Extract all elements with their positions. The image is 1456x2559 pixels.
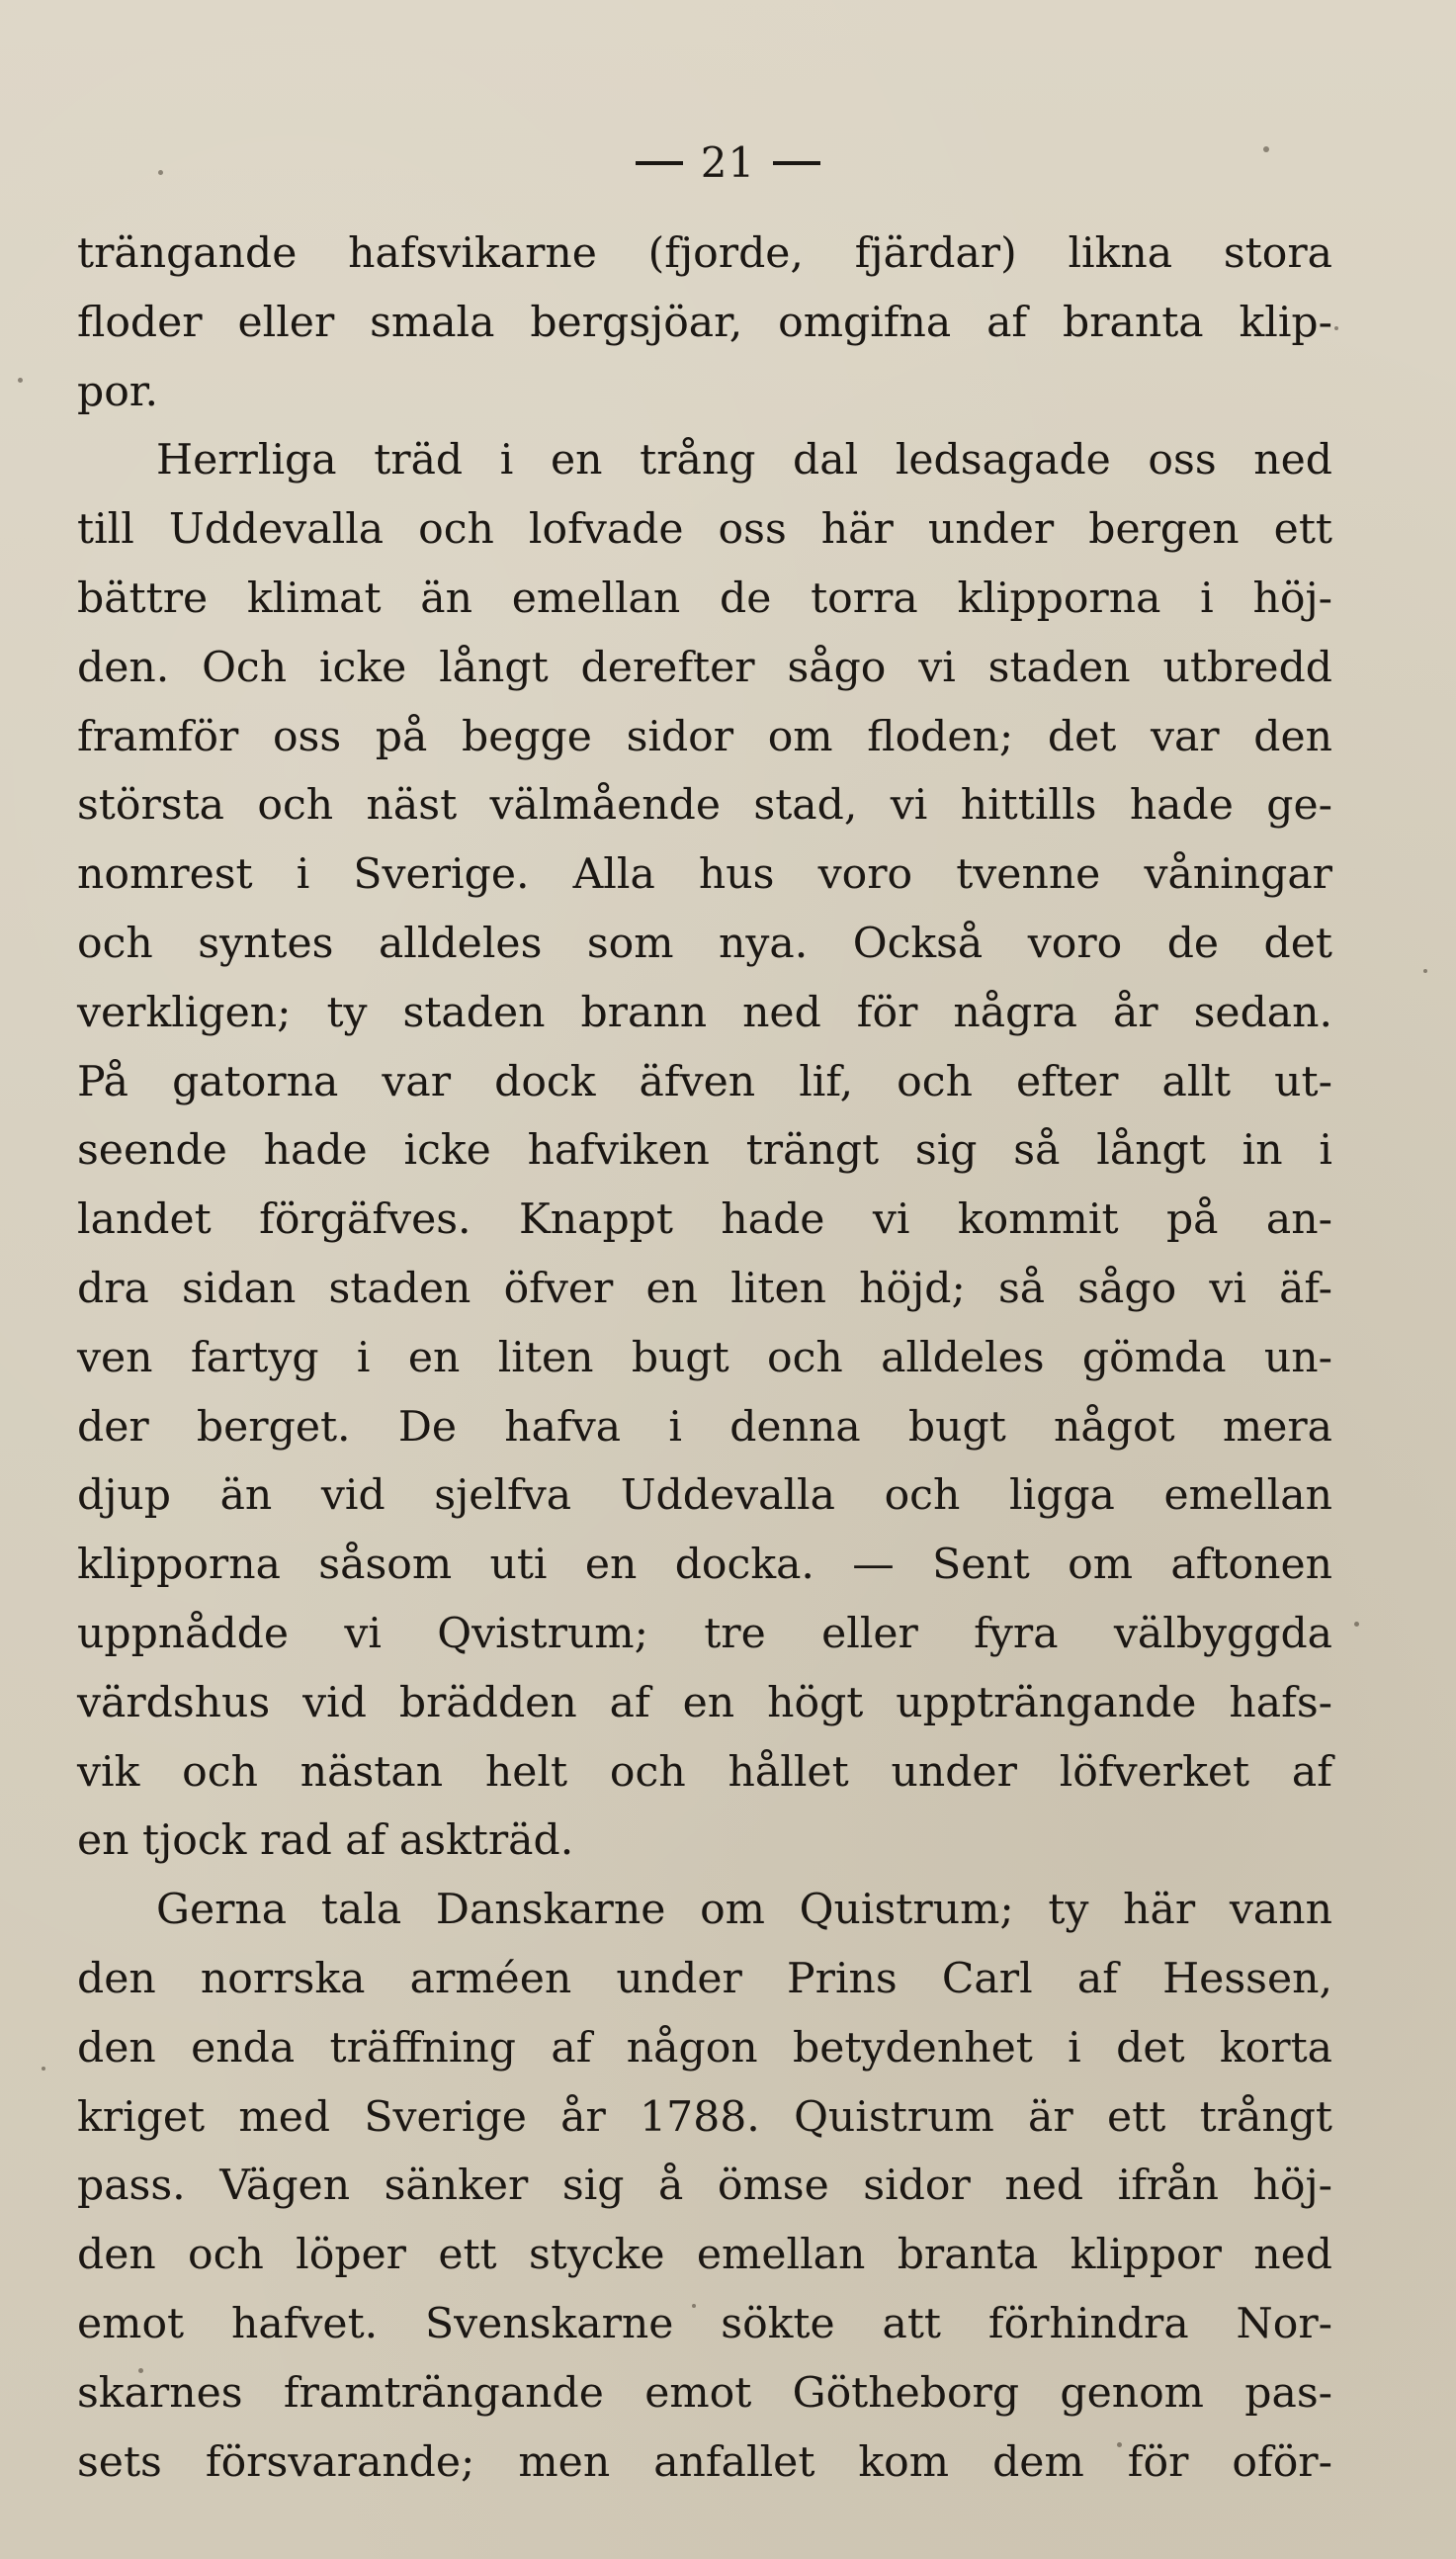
- page-number: 21: [700, 138, 756, 187]
- text-line: till Uddevalla och lofvade oss här under bergen ett: [77, 505, 1332, 555]
- text-line: seende hade icke hafviken trängt sig så långt in i: [77, 1126, 1332, 1176]
- paragraph: [77, 220, 1332, 426]
- paper-speck: [42, 2067, 45, 2071]
- paper-speck: [1423, 969, 1427, 973]
- text-line: framför oss på begge sidor om floden; det var den: [77, 712, 1332, 761]
- text-line: uppnådde vi Qvistrum; tre eller fyra välbyggda: [77, 1609, 1332, 1658]
- text-line: klipporna såsom uti en docka. — Sent om aftonen: [77, 1541, 1332, 1590]
- text-line: den enda träffning af någon betydenhet i det korta: [77, 2023, 1332, 2073]
- body-text: [77, 220, 1332, 2497]
- text-line: den. Och icke långt derefter sågo vi staden utbredd: [77, 643, 1332, 692]
- text-line: den och löper ett stycke emellan branta klippor ned: [77, 2231, 1332, 2280]
- header-dash-left: [636, 161, 683, 165]
- text-line: bättre klimat än emellan de torra klipporna i höj-: [77, 574, 1332, 623]
- text-line: kriget med Sverige år 1788. Quistrum är ett trångt: [77, 2092, 1332, 2142]
- text-line: dra sidan staden öfver en liten höjd; så sågo vi äf-: [77, 1264, 1332, 1313]
- text-line: Herrliga träd i en trång dal ledsagade oss ned: [156, 436, 1332, 485]
- text-line: verkligen; ty staden brann ned för några år sedan.: [77, 988, 1332, 1037]
- header-dash-right: [773, 161, 820, 165]
- page-header: [0, 138, 1456, 187]
- paragraph: [77, 426, 1332, 1876]
- text-line: skarnes framträngande emot Götheborg genom pas-: [77, 2368, 1332, 2418]
- text-line: nomrest i Sverige. Alla hus voro tvenne våningar: [77, 850, 1332, 900]
- paper-speck: [1334, 326, 1338, 330]
- text-line: en tjock rad af askträd.: [77, 1816, 574, 1866]
- text-line: På gatorna var dock äfven lif, och efter allt ut-: [77, 1057, 1332, 1106]
- text-line: och syntes alldeles som nya. Också voro de det: [77, 919, 1332, 968]
- text-line: ven fartyg i en liten bugt och alldeles gömda un-: [77, 1333, 1332, 1382]
- text-line: trängande hafsvikarne (fjorde, fjärdar) likna stora: [77, 229, 1332, 278]
- paper-speck: [18, 378, 23, 383]
- text-line: sets försvarande; men anfallet kom dem för oför-: [77, 2437, 1332, 2487]
- text-line: största och näst välmående stad, vi hittills hade ge-: [77, 781, 1332, 831]
- text-line: vik och nästan helt och hållet under löfverket af: [77, 1747, 1332, 1797]
- text-line: landet förgäfves. Knappt hade vi kommit på an-: [77, 1195, 1332, 1245]
- text-line: por.: [77, 367, 158, 416]
- text-line: djup än vid sjelfva Uddevalla och ligga emellan: [77, 1471, 1332, 1521]
- text-line: värdshus vid brädden af en högt uppträngande hafs-: [77, 1678, 1332, 1727]
- text-line: Gerna tala Danskarne om Quistrum; ty här vann: [156, 1886, 1332, 1935]
- text-line: der berget. De hafva i denna bugt något mera: [77, 1402, 1332, 1452]
- text-line: floder eller smala bergsjöar, omgifna af branta klip-: [77, 298, 1332, 347]
- text-line: emot hafvet. Svenskarne sökte att förhindra Nor-: [77, 2299, 1332, 2348]
- paper-speck: [1354, 1622, 1359, 1627]
- text-line: den norrska arméen under Prins Carl af Hessen,: [77, 1954, 1332, 2003]
- paragraph: [77, 1876, 1332, 2497]
- text-line: pass. Vägen sänker sig å ömse sidor ned ifrån höj-: [77, 2162, 1332, 2211]
